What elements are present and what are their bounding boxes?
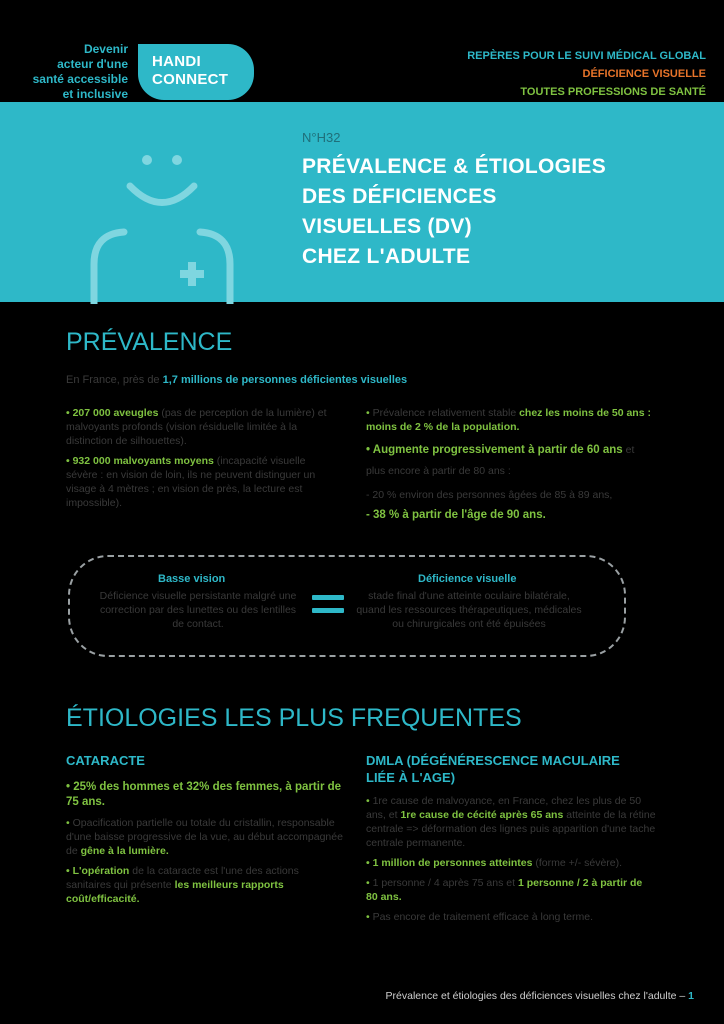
prevalence-heading: PRÉVALENCE xyxy=(66,328,233,356)
hero-banner xyxy=(0,102,724,302)
bullet: • xyxy=(366,407,373,419)
operation-bold2: les meilleurs rapports coût/efficacité. xyxy=(66,879,284,905)
intro-bold: 1,7 millions de personnes déficientes visuelles xyxy=(162,374,408,386)
augmente-item xyxy=(366,440,656,482)
dmla-ratio-bold: 1 personne / 2 à partir de 80 ans. xyxy=(366,877,643,903)
dmla-million-text: (forme +/- sévère). xyxy=(532,857,623,869)
intro-text: En France, près de xyxy=(66,374,163,386)
dmla-cause xyxy=(366,794,656,850)
dmla-ratio xyxy=(366,876,656,904)
dmla-cause-text2: atteinte de la rétine centrale => déformation des lignes puis apparition d'une tache centrale permanente. xyxy=(366,809,656,849)
pct20-text: - 20 % environ des personnes âgées de 85 à 89 ans, xyxy=(366,489,613,501)
pct38-bold: - 38 % à partir de l'âge de 90 ans. xyxy=(366,509,546,521)
equals-icon xyxy=(312,595,344,619)
deficience-visuelle-desc: stade final d'une atteinte oculaire bilatérale, quand les ressources thérapeutiques, médicales ou chirurgicales ont été épuisées xyxy=(356,590,582,630)
dmla-treatment-text: Pas encore de traitement efficace à long terme. xyxy=(372,911,594,923)
stable-bold: chez les moins de 50 ans : moins de 2 % de la population. xyxy=(366,407,651,433)
deficience-visuelle-heading: Déficience visuelle xyxy=(418,573,517,585)
dmla-title-line: LIÉE À L'AGE) xyxy=(366,770,456,785)
tagline-line: et inclusive xyxy=(62,87,128,101)
operation-bold: • L'opération xyxy=(66,865,130,877)
pct20-item xyxy=(366,488,656,502)
page-title xyxy=(302,152,702,272)
bullet: • xyxy=(366,877,373,889)
cataracte-title: CATARACTE xyxy=(66,753,145,768)
title-line: CHEZ L'ADULTE xyxy=(302,245,471,268)
dmla-million xyxy=(366,856,656,870)
tagline-line: Devenir xyxy=(83,42,128,56)
title-line: PRÉVALENCE & ÉTIOLOGIES xyxy=(302,155,607,178)
definition-box xyxy=(68,555,626,657)
handiconnect-logo xyxy=(138,44,254,100)
augmente-bold: • Augmente progressivement à partir de 60 ans xyxy=(366,444,623,456)
cataracte-desc-bold: gêne à la lumière. xyxy=(80,845,169,857)
tagline-line: acteur d'une xyxy=(57,57,128,71)
cataracte-column xyxy=(66,780,346,912)
category-label: DÉFICIENCE VISUELLE xyxy=(582,68,706,80)
bullet: • xyxy=(66,817,73,829)
title-line: VISUELLES (DV) xyxy=(302,215,472,238)
dmla-million-bold: • 1 million de personnes atteintes xyxy=(366,857,533,869)
logo-line1: HANDI xyxy=(152,53,201,70)
cataracte-stat-bold: • 25% des hommes et 32% des femmes, à partir de 75 ans. xyxy=(66,781,342,808)
reperes-label: REPÈRES POUR LE SUIVI MÉDICAL GLOBAL xyxy=(467,50,706,62)
dmla-title xyxy=(366,752,620,786)
prevalence-right-column xyxy=(366,406,656,528)
cataracte-desc xyxy=(66,816,346,858)
etiologies-heading: ÉTIOLOGIES LES PLUS FREQUENTES xyxy=(66,704,522,732)
dmla-cause-bold: 1re cause de cécité après 65 ans xyxy=(400,809,564,821)
prevalence-intro xyxy=(66,374,407,386)
aveugles-text: (pas de perception de la lumière) et malvoyants profonds (vision résiduelle limitée à la distinction de silhouettes). xyxy=(66,407,327,447)
bullet: • xyxy=(366,795,373,807)
operation-text: de la cataracte est l'une des actions sanitaires qui présente xyxy=(66,865,299,891)
augmente-text: et plus encore à partir de 80 ans : xyxy=(366,444,635,477)
stable-text: Prévalence relativement stable xyxy=(372,407,520,419)
tagline xyxy=(18,42,128,102)
top-header xyxy=(0,20,724,100)
malvoyants-item xyxy=(66,454,338,510)
pct38-item xyxy=(366,508,656,522)
aveugles-item xyxy=(66,406,338,448)
basse-vision-desc: Déficience visuelle persistante malgré une correction par des lunettes ou des lentilles de contact. xyxy=(99,590,297,630)
bullet: • xyxy=(366,911,373,923)
audience-label: TOUTES PROFESSIONS DE SANTÉ xyxy=(520,86,706,98)
dmla-column xyxy=(366,794,656,930)
title-line: DES DÉFICIENCES xyxy=(302,185,497,208)
dmla-cause-text: 1re cause de malvoyance, en France, chez les plus de 50 ans, et xyxy=(366,795,642,821)
malvoyants-text: (incapacité visuelle sévère : en vision de loin, ils ne peuvent distinguer un visage à 4 mètres ; en vision de près, la lecture est impossible). xyxy=(66,455,316,509)
smiley-doctor-icon xyxy=(82,144,242,304)
prevalence-left-column xyxy=(66,406,338,516)
sheet-number: N°H32 xyxy=(302,130,341,145)
stable-item xyxy=(366,406,656,434)
cataracte-operation xyxy=(66,864,346,906)
cataracte-desc-text: Opacification partielle ou totale du cristallin, responsable d'une baisse progressive de la vue, au début accompagnée de xyxy=(66,817,343,857)
basse-vision-heading: Basse vision xyxy=(158,573,226,585)
dmla-title-line: DMLA (DÉGÉNÉRESCENCE MACULAIRE xyxy=(366,753,620,768)
logo-line2: CONNECT xyxy=(152,71,229,88)
footer-text: Prévalence et étiologies des déficiences visuelles chez l'adulte – xyxy=(385,990,689,1002)
dmla-ratio-text: 1 personne / 4 après 75 ans et xyxy=(372,877,518,889)
page-number: 1 xyxy=(688,990,694,1002)
dmla-treatment xyxy=(366,910,656,924)
aveugles-bold: • 207 000 aveugles xyxy=(66,407,159,419)
cataracte-stat xyxy=(66,780,346,810)
tagline-line: santé accessible xyxy=(32,72,128,86)
malvoyants-bold: • 932 000 malvoyants moyens xyxy=(66,455,214,467)
page-footer xyxy=(386,990,694,1002)
